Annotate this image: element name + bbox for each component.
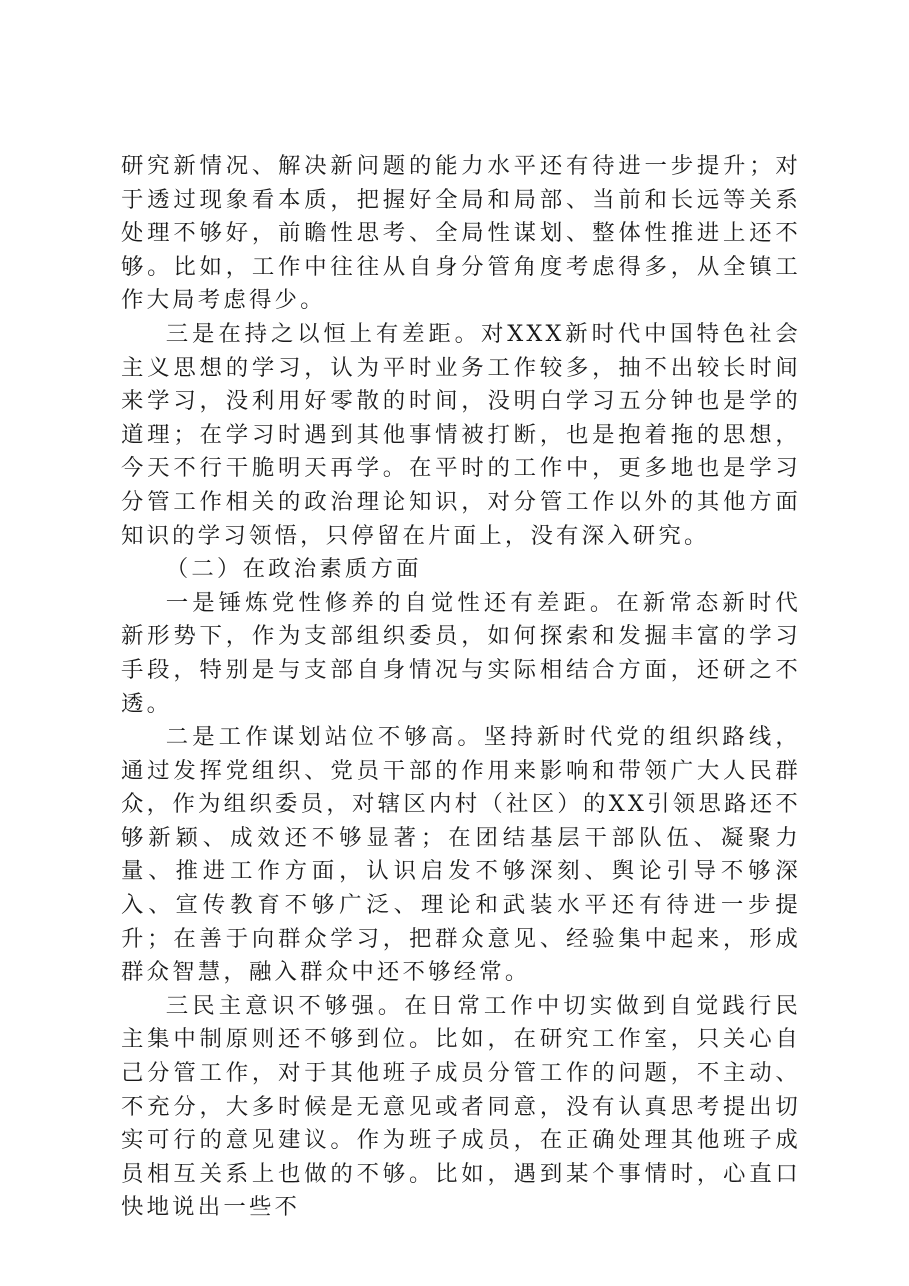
section-heading-political-quality: （二）在政治素质方面 xyxy=(165,556,422,583)
paragraph-party-spirit: 一是锤炼党性修养的自觉性还有差距。在新常态新时代新形势下，作为支部组织委员，如何探索和发掘丰富的学习手段，特别是与支部自身情况与实际相结合方面，还研之不透。 xyxy=(121,589,801,717)
paragraph-continuation: 研究新情况、解决新问题的能力水平还有待进一步提升；对于透过现象看本质，把握好全局和局部、当前和长远等关系处理不够好，前瞻性思考、全局性谋划、整体性推进上还不够。比如，工作中往往从自身分管角度考虑得多，从全镇工作大局考虑得少。 xyxy=(121,153,801,314)
paragraph-democratic-awareness: 三民主意识不够强。在日常工作中切实做到自觉践行民主集中制原则还不够到位。比如，在研究工作室，只关心自己分管工作，对于其他班子成员分管工作的问题，不主动、不充分，大多时候是无意见或者同意，没有认真思考提出切实可行的意见建议。作为班子成员，在正确处理其他班子成员相互关系上也做的不够。比如，遇到某个事情时，心直口快地说出一些不 xyxy=(121,992,801,1221)
document-body xyxy=(121,150,801,1225)
paragraph-perseverance-gap: 三是在持之以恒上有差距。对XXX新时代中国特色社会主义思想的学习，认为平时业务工作较多，抽不出较长时间来学习，没利用好零散的时间，没明白学习五分钟也是学的道理；在学习时遇到其他事情被打断，也是抱着拖的思想，今天不行干脆明天再学。在平时的工作中，更多地也是学习分管工作相关的政治理论知识，对分管工作以外的其他方面知识的学习领悟，只停留在片面上，没有深入研究。 xyxy=(121,320,801,549)
paragraph-work-planning: 二是工作谋划站位不够高。坚持新时代党的组织路线，通过发挥党组织、党员干部的作用来影响和带领广大人民群众，作为组织委员，对辖区内村（社区）的XX引领思路还不够新颖、成效还不够显著；在团结基层干部队伍、凝聚力量、推进工作方面，认识启发不够深刻、舆论引导不够深入、宣传教育不够广泛、理论和武装水平还有待进一步提升；在善于向群众学习，把群众意见、经验集中起来，形成群众智慧，融入群众中还不够经常。 xyxy=(121,724,801,986)
